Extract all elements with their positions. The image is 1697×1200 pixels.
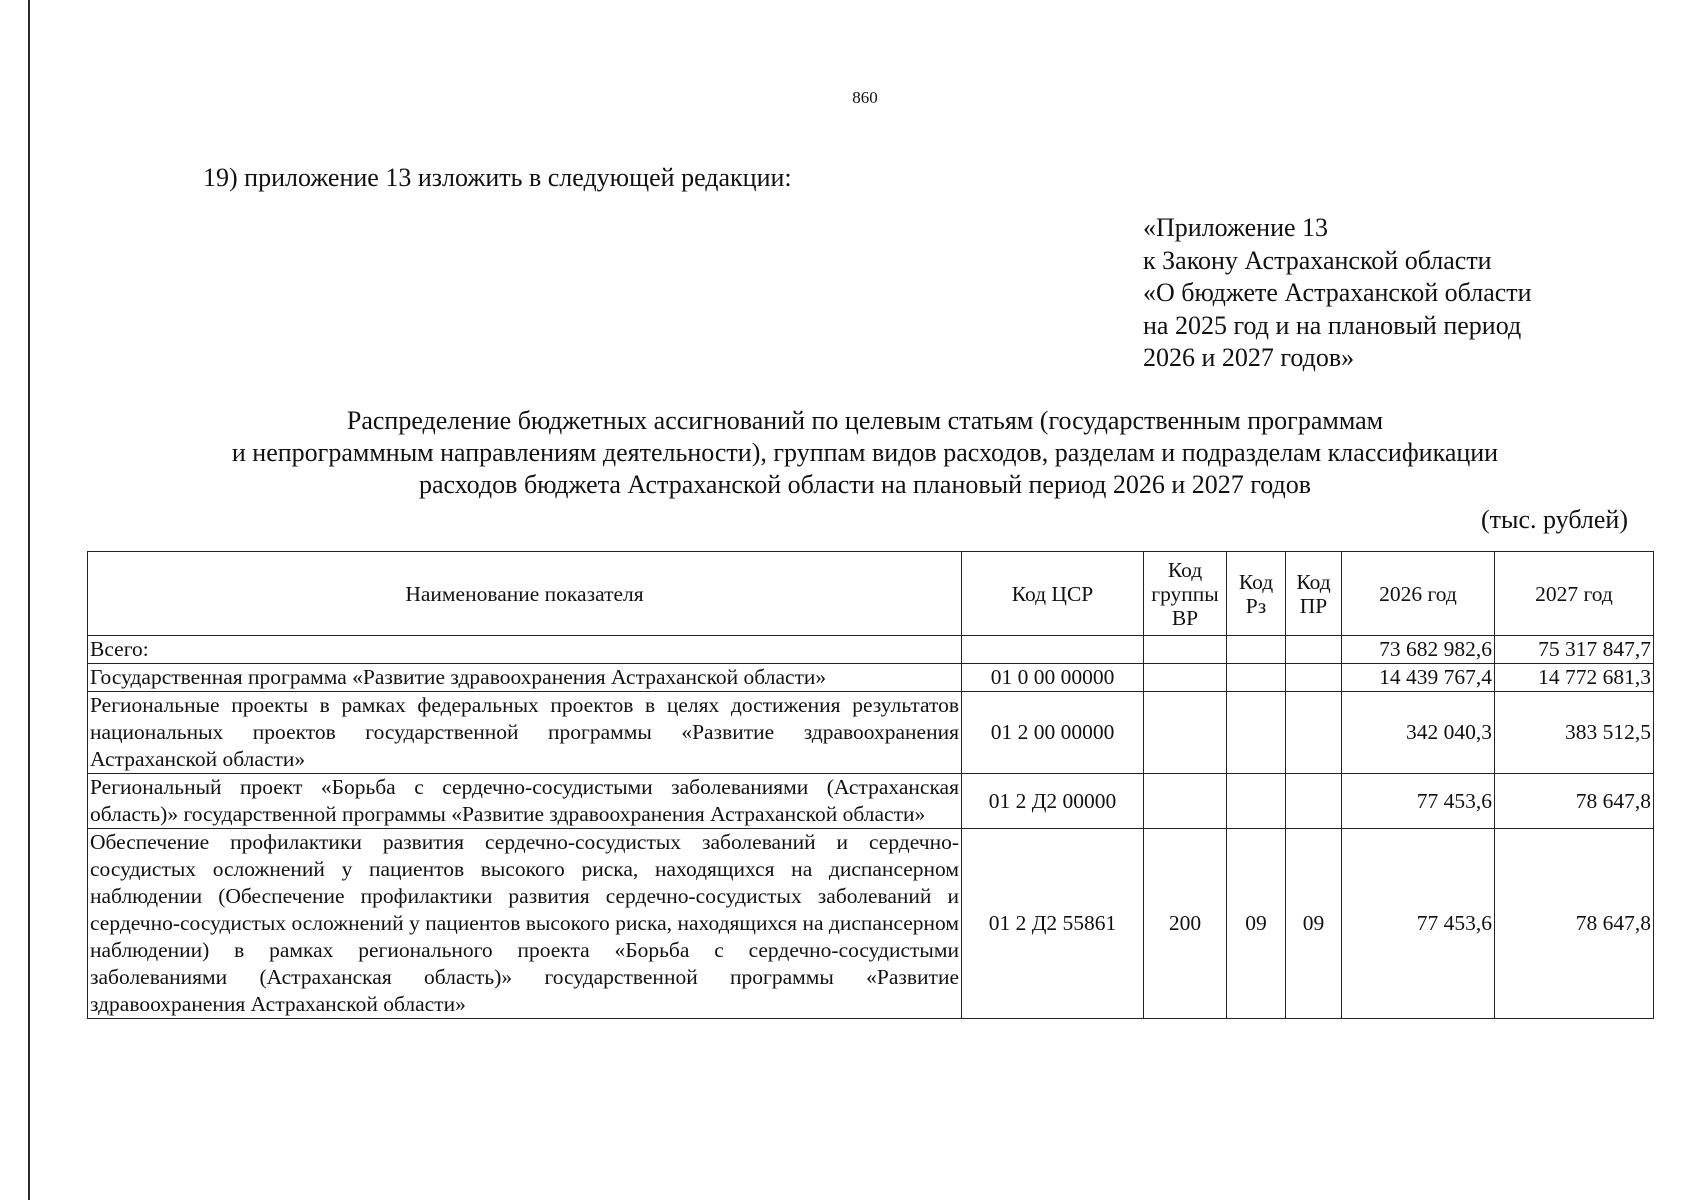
row-vr [1144, 664, 1227, 692]
table-row [88, 664, 1654, 692]
page-number: 860 [852, 88, 878, 107]
row-value-2026: 342 040,3 [1342, 692, 1495, 774]
table-header-row [88, 552, 1654, 636]
row-value-2027: 75 317 847,7 [1495, 636, 1654, 664]
row-pr [1286, 774, 1342, 829]
header-name: Наименование показателя [88, 552, 962, 636]
row-csr: 01 2 Д2 00000 [962, 774, 1144, 829]
row-vr: 200 [1144, 829, 1227, 1019]
instruction-text: 19) приложение 13 изложить в следующей редакции: [203, 163, 792, 192]
appendix-ref-line: к Закону Астраханской области [1143, 245, 1492, 275]
row-pr [1286, 664, 1342, 692]
row-pr [1286, 692, 1342, 774]
row-value-2027: 14 772 681,3 [1495, 664, 1654, 692]
row-name: Всего: [88, 636, 962, 664]
row-rz [1227, 636, 1286, 664]
header-2027: 2027 год [1495, 552, 1654, 636]
row-csr: 01 0 00 00000 [962, 664, 1144, 692]
row-pr [1286, 636, 1342, 664]
row-rz [1227, 692, 1286, 774]
table-row [88, 829, 1654, 1019]
title-line: расходов бюджета Астраханской области на плановый период 2026 и 2027 годов [418, 470, 1312, 499]
row-value-2027: 383 512,5 [1495, 692, 1654, 774]
table-row [88, 692, 1654, 774]
appendix-ref-line: «О бюджете Астраханской области [1143, 278, 1532, 307]
row-value-2027: 78 647,8 [1495, 774, 1654, 829]
budget-table [87, 551, 1654, 1019]
row-rz: 09 [1227, 829, 1286, 1019]
appendix-ref-line: 2026 и 2027 годов» [1143, 343, 1355, 372]
header-csr: Код ЦСР [962, 552, 1144, 636]
appendix-ref-line: «Приложение 13 [1143, 213, 1329, 242]
row-vr [1144, 636, 1227, 664]
header-pr: Код ПР [1286, 552, 1342, 636]
binding-line [28, 0, 30, 1200]
row-name: Региональные проекты в рамках федеральных проектов в целях достижения результатов национальных проектов государственной программы «Развитие здравоохранения Астраханской области» [88, 692, 962, 774]
row-value-2026: 77 453,6 [1342, 774, 1495, 829]
title-line: и непрограммным направлениям деятельности), группам видов расходов, разделам и подразделам классификации [231, 438, 1499, 467]
row-csr: 01 2 Д2 55861 [962, 829, 1144, 1019]
header-vr: Код группы ВР [1144, 552, 1227, 636]
unit-label: (тыс. рублей) [1480, 505, 1628, 534]
row-csr [962, 636, 1144, 664]
table-row [88, 636, 1654, 664]
document-title [85, 405, 1645, 501]
row-name: Региональный проект «Борьба с сердечно-сосудистыми заболеваниями (Астраханская область)» государственной программы «Развитие здравоохранения Астраханской области» [88, 774, 962, 829]
row-name: Государственная программа «Развитие здравоохранения Астраханской области» [88, 664, 962, 692]
title-line: Распределение бюджетных ассигнований по целевым статьям (государственным программам [346, 406, 1384, 435]
row-rz [1227, 774, 1286, 829]
row-value-2026: 73 682 982,6 [1342, 636, 1495, 664]
row-vr [1144, 774, 1227, 829]
appendix-reference [1143, 212, 1532, 375]
row-pr: 09 [1286, 829, 1342, 1019]
header-rz: Код Рз [1227, 552, 1286, 636]
appendix-ref-line: на 2025 год и на плановый период [1143, 310, 1522, 340]
row-value-2026: 77 453,6 [1342, 829, 1495, 1019]
row-rz [1227, 664, 1286, 692]
row-vr [1144, 692, 1227, 774]
row-value-2026: 14 439 767,4 [1342, 664, 1495, 692]
row-value-2027: 78 647,8 [1495, 829, 1654, 1019]
header-2026: 2026 год [1342, 552, 1495, 636]
row-name: Обеспечение профилактики развития сердечно-сосудистых заболеваний и сердечно-сосудистых осложнений у пациентов высокого риска, находящихся на диспансерном наблюдении (Обеспечение профилактики развития сердечно-сосудистых заболеваний и сердечно-сосудистых осложнений у пациентов высокого риска, находящихся на диспансерном наблюдении) в рамках регионального проекта «Борьба с сердечно-сосудистыми заболеваниями (Астраханская область)» государственной программы «Развитие здравоохранения Астраханской области» [88, 829, 962, 1019]
table-row [88, 774, 1654, 829]
row-csr: 01 2 00 00000 [962, 692, 1144, 774]
